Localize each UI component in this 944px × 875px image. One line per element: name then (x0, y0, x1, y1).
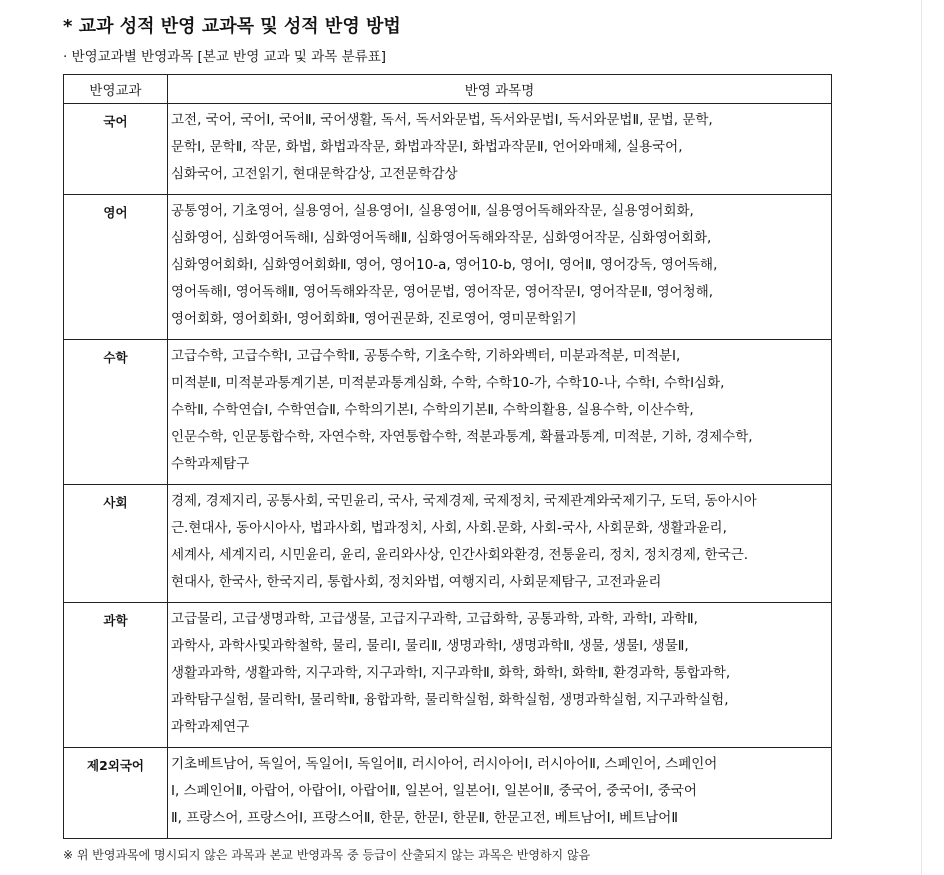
subject-line: 현대사, 한국사, 한국지리, 통합사회, 정치와법, 여행지리, 사회문제탐구, 고전과윤리 (171, 574, 662, 590)
footnote: ※ 위 반영과목에 명시되지 않은 과목과 본교 반영과목 중 등급이 산출되지 않는 과목은 반영하지 않음 (63, 848, 591, 862)
subjects-cell (168, 748, 832, 839)
subject-classification-table (63, 74, 832, 839)
category-cell: 수학 (64, 340, 168, 485)
subject-line: 경제, 경제지리, 공통사회, 국민윤리, 국사, 국제경제, 국제정치, 국제관계와국제기구, 도덕, 동아시아 (171, 493, 757, 509)
document-body (63, 0, 832, 875)
subject-line: 인문수학, 인문통합수학, 자연수학, 자연통합수학, 적분과통계, 확률과통계, 미적분, 기하, 경제수학, (171, 429, 753, 445)
subjects-cell (168, 603, 832, 748)
subject-line: 기초베트남어, 독일어, 독일어Ⅰ, 독일어Ⅱ, 러시아어, 러시아어Ⅰ, 러시아어Ⅱ, 스페인어, 스페인어 (171, 756, 718, 772)
table-header-row (64, 75, 832, 104)
subject-line: 미적분Ⅱ, 미적분과통계기본, 미적분과통계심화, 수학, 수학10-가, 수학10-나, 수학Ⅰ, 수학Ⅰ심화, (171, 375, 725, 391)
subject-line: 심화영어, 심화영어독해Ⅰ, 심화영어독해Ⅱ, 심화영어독해와작문, 심화영어작문, 심화영어회화, (171, 230, 712, 246)
category-cell: 국어 (64, 104, 168, 195)
table-row (64, 340, 832, 485)
subject-line: Ⅰ, 스페인어Ⅱ, 아랍어, 아랍어Ⅰ, 아랍어Ⅱ, 일본어, 일본어Ⅰ, 일본어Ⅱ, 중국어, 중국어Ⅰ, 중국어 (171, 783, 697, 799)
category-cell: 제2외국어 (64, 748, 168, 839)
category-cell: 영어 (64, 195, 168, 340)
subject-line: 고급수학, 고급수학Ⅰ, 고급수학Ⅱ, 공통수학, 기초수학, 기하와벡터, 미분과적분, 미적분Ⅰ, (171, 348, 681, 364)
table-row (64, 195, 832, 340)
subject-line: 영어독해Ⅰ, 영어독해Ⅱ, 영어독해와작문, 영어문법, 영어작문, 영어작문Ⅰ, 영어작문Ⅱ, 영어청해, (171, 284, 714, 300)
subject-line: 심화영어회화Ⅰ, 심화영어회화Ⅱ, 영어, 영어10-a, 영어10-b, 영어Ⅰ, 영어Ⅱ, 영어강독, 영어독해, (171, 257, 718, 273)
subject-line: 고전, 국어, 국어Ⅰ, 국어Ⅱ, 국어생활, 독서, 독서와문법, 독서와문법Ⅰ, 독서와문법Ⅱ, 문법, 문학, (171, 112, 713, 128)
category-cell: 사회 (64, 485, 168, 603)
subject-line: 영어회화, 영어회화Ⅰ, 영어회화Ⅱ, 영어권문화, 진로영어, 영미문학읽기 (171, 311, 577, 327)
subject-line: 고급물리, 고급생명과학, 고급생물, 고급지구과학, 고급화학, 공통과학, 과학, 과학Ⅰ, 과학Ⅱ, (171, 611, 698, 627)
subjects-cell (168, 104, 832, 195)
subject-line: 문학Ⅰ, 문학Ⅱ, 작문, 화법, 화법과작문, 화법과작문Ⅰ, 화법과작문Ⅱ, 언어와매체, 실용국어, (171, 139, 683, 155)
table-row (64, 485, 832, 603)
subject-line: 공통영어, 기초영어, 실용영어, 실용영어Ⅰ, 실용영어Ⅱ, 실용영어독해와작문, 실용영어회화, (171, 203, 694, 219)
subjects-cell (168, 195, 832, 340)
header-category: 반영교과 (64, 75, 168, 104)
table-row (64, 748, 832, 839)
subject-line: Ⅱ, 프랑스어, 프랑스어Ⅰ, 프랑스어Ⅱ, 한문, 한문Ⅰ, 한문Ⅱ, 한문고전, 베트남어Ⅰ, 베트남어Ⅱ (171, 810, 678, 826)
table-row (64, 603, 832, 748)
subject-line: 생활과과학, 생활과학, 지구과학, 지구과학Ⅰ, 지구과학Ⅱ, 화학, 화학Ⅰ, 화학Ⅱ, 환경과학, 통합과학, (171, 665, 731, 681)
table-caption: · 반영교과별 반영과목 [본교 반영 교과 및 과목 분류표] (63, 49, 387, 65)
subject-line: 근.현대사, 동아시아사, 법과사회, 법과정치, 사회, 사회.문화, 사회-국사, 사회문화, 생활과윤리, (171, 520, 727, 536)
subject-line: 수학Ⅱ, 수학연습Ⅰ, 수학연습Ⅱ, 수학의기본Ⅰ, 수학의기본Ⅱ, 수학의활용, 실용수학, 이산수학, (171, 402, 694, 418)
subjects-cell (168, 485, 832, 603)
table-row (64, 104, 832, 195)
page-title: * 교과 성적 반영 교과목 및 성적 반영 방법 (63, 16, 401, 37)
header-subjects: 반영 과목명 (168, 75, 832, 104)
subject-line: 세계사, 세계지리, 시민윤리, 윤리, 윤리와사상, 인간사회와환경, 전통윤리, 정치, 정치경제, 한국근. (171, 547, 749, 563)
subject-line: 과학사, 과학사및과학철학, 물리, 물리Ⅰ, 물리Ⅱ, 생명과학Ⅰ, 생명과학Ⅱ, 생물, 생물Ⅰ, 생물Ⅱ, (171, 638, 689, 654)
category-cell: 과학 (64, 603, 168, 748)
subject-line: 심화국어, 고전읽기, 현대문학감상, 고전문학감상 (171, 166, 458, 182)
subject-line: 과학과제연구 (171, 719, 250, 735)
subject-line: 과학탐구실험, 물리학Ⅰ, 물리학Ⅱ, 융합과학, 물리학실험, 화학실험, 생명과학실험, 지구과학실험, (171, 692, 729, 708)
subject-line: 수학과제탐구 (171, 456, 250, 472)
subjects-cell (168, 340, 832, 485)
